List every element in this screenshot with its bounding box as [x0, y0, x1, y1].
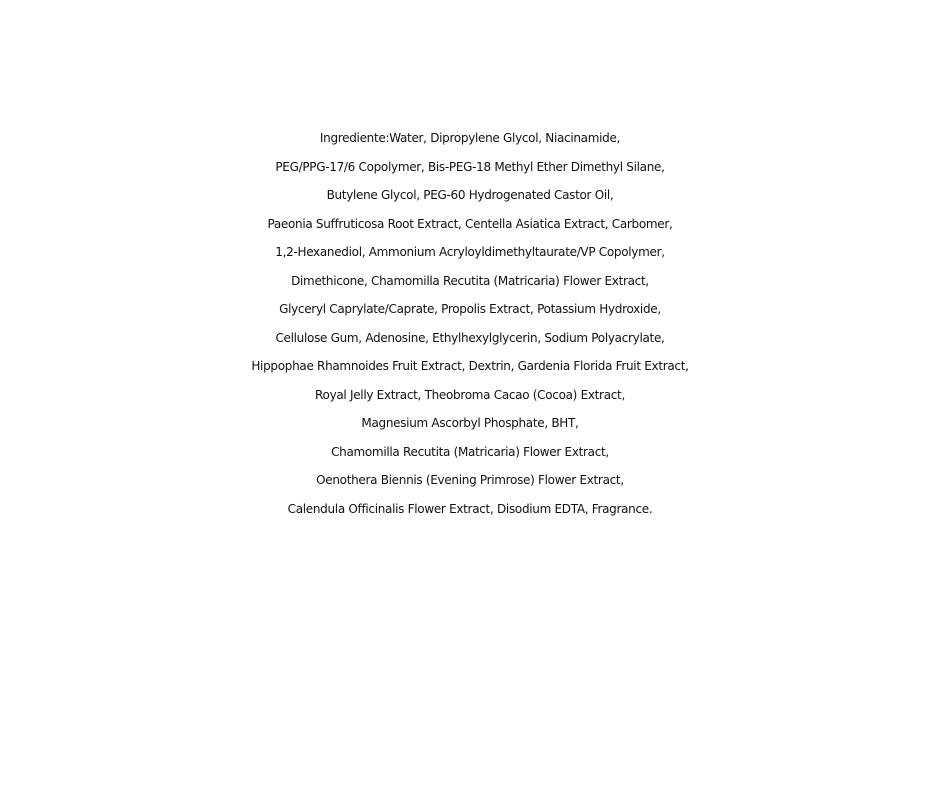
- ingredients-line: Magnesium Ascorbyl Phosphate, BHT,: [361, 416, 579, 430]
- ingredients-line: 1,2-Hexanediol, Ammonium Acryloyldimethyltaurate/VP Copolymer,: [275, 245, 665, 259]
- ingredients-line: Dimethicone, Chamomilla Recutita (Matricaria) Flower Extract,: [291, 273, 649, 288]
- ingredients-line: Calendula Officinalis Flower Extract, Disodium EDTA, Fragrance.: [287, 501, 653, 516]
- ingredients-line: Cellulose Gum, Adenosine, Ethylhexylglycerin, Sodium Polyacrylate,: [275, 330, 665, 345]
- ingredients-list: [0, 124, 940, 523]
- ingredients-line: Butylene Glycol, PEG-60 Hydrogenated Castor Oil,: [326, 188, 614, 202]
- ingredients-line: PEG/PPG-17/6 Copolymer, Bis-PEG-18 Methyl Ether Dimethyl Silane,: [275, 159, 665, 174]
- ingredients-line: Chamomilla Recutita (Matricaria) Flower Extract,: [331, 444, 609, 459]
- ingredients-line: Hippophae Rhamnoides Fruit Extract, Dextrin, Gardenia Florida Fruit Extract,: [251, 359, 689, 373]
- ingredients-line: Royal Jelly Extract, Theobroma Cacao (Cocoa) Extract,: [315, 387, 625, 402]
- ingredients-line: Ingrediente:Water, Dipropylene Glycol, Niacinamide,: [319, 131, 621, 145]
- ingredients-line: Paeonia Suffruticosa Root Extract, Centella Asiatica Extract, Carbomer,: [267, 216, 673, 231]
- ingredients-line: Oenothera Biennis (Evening Primrose) Flower Extract,: [316, 473, 624, 487]
- ingredients-line: Glyceryl Caprylate/Caprate, Propolis Extract, Potassium Hydroxide,: [279, 302, 661, 316]
